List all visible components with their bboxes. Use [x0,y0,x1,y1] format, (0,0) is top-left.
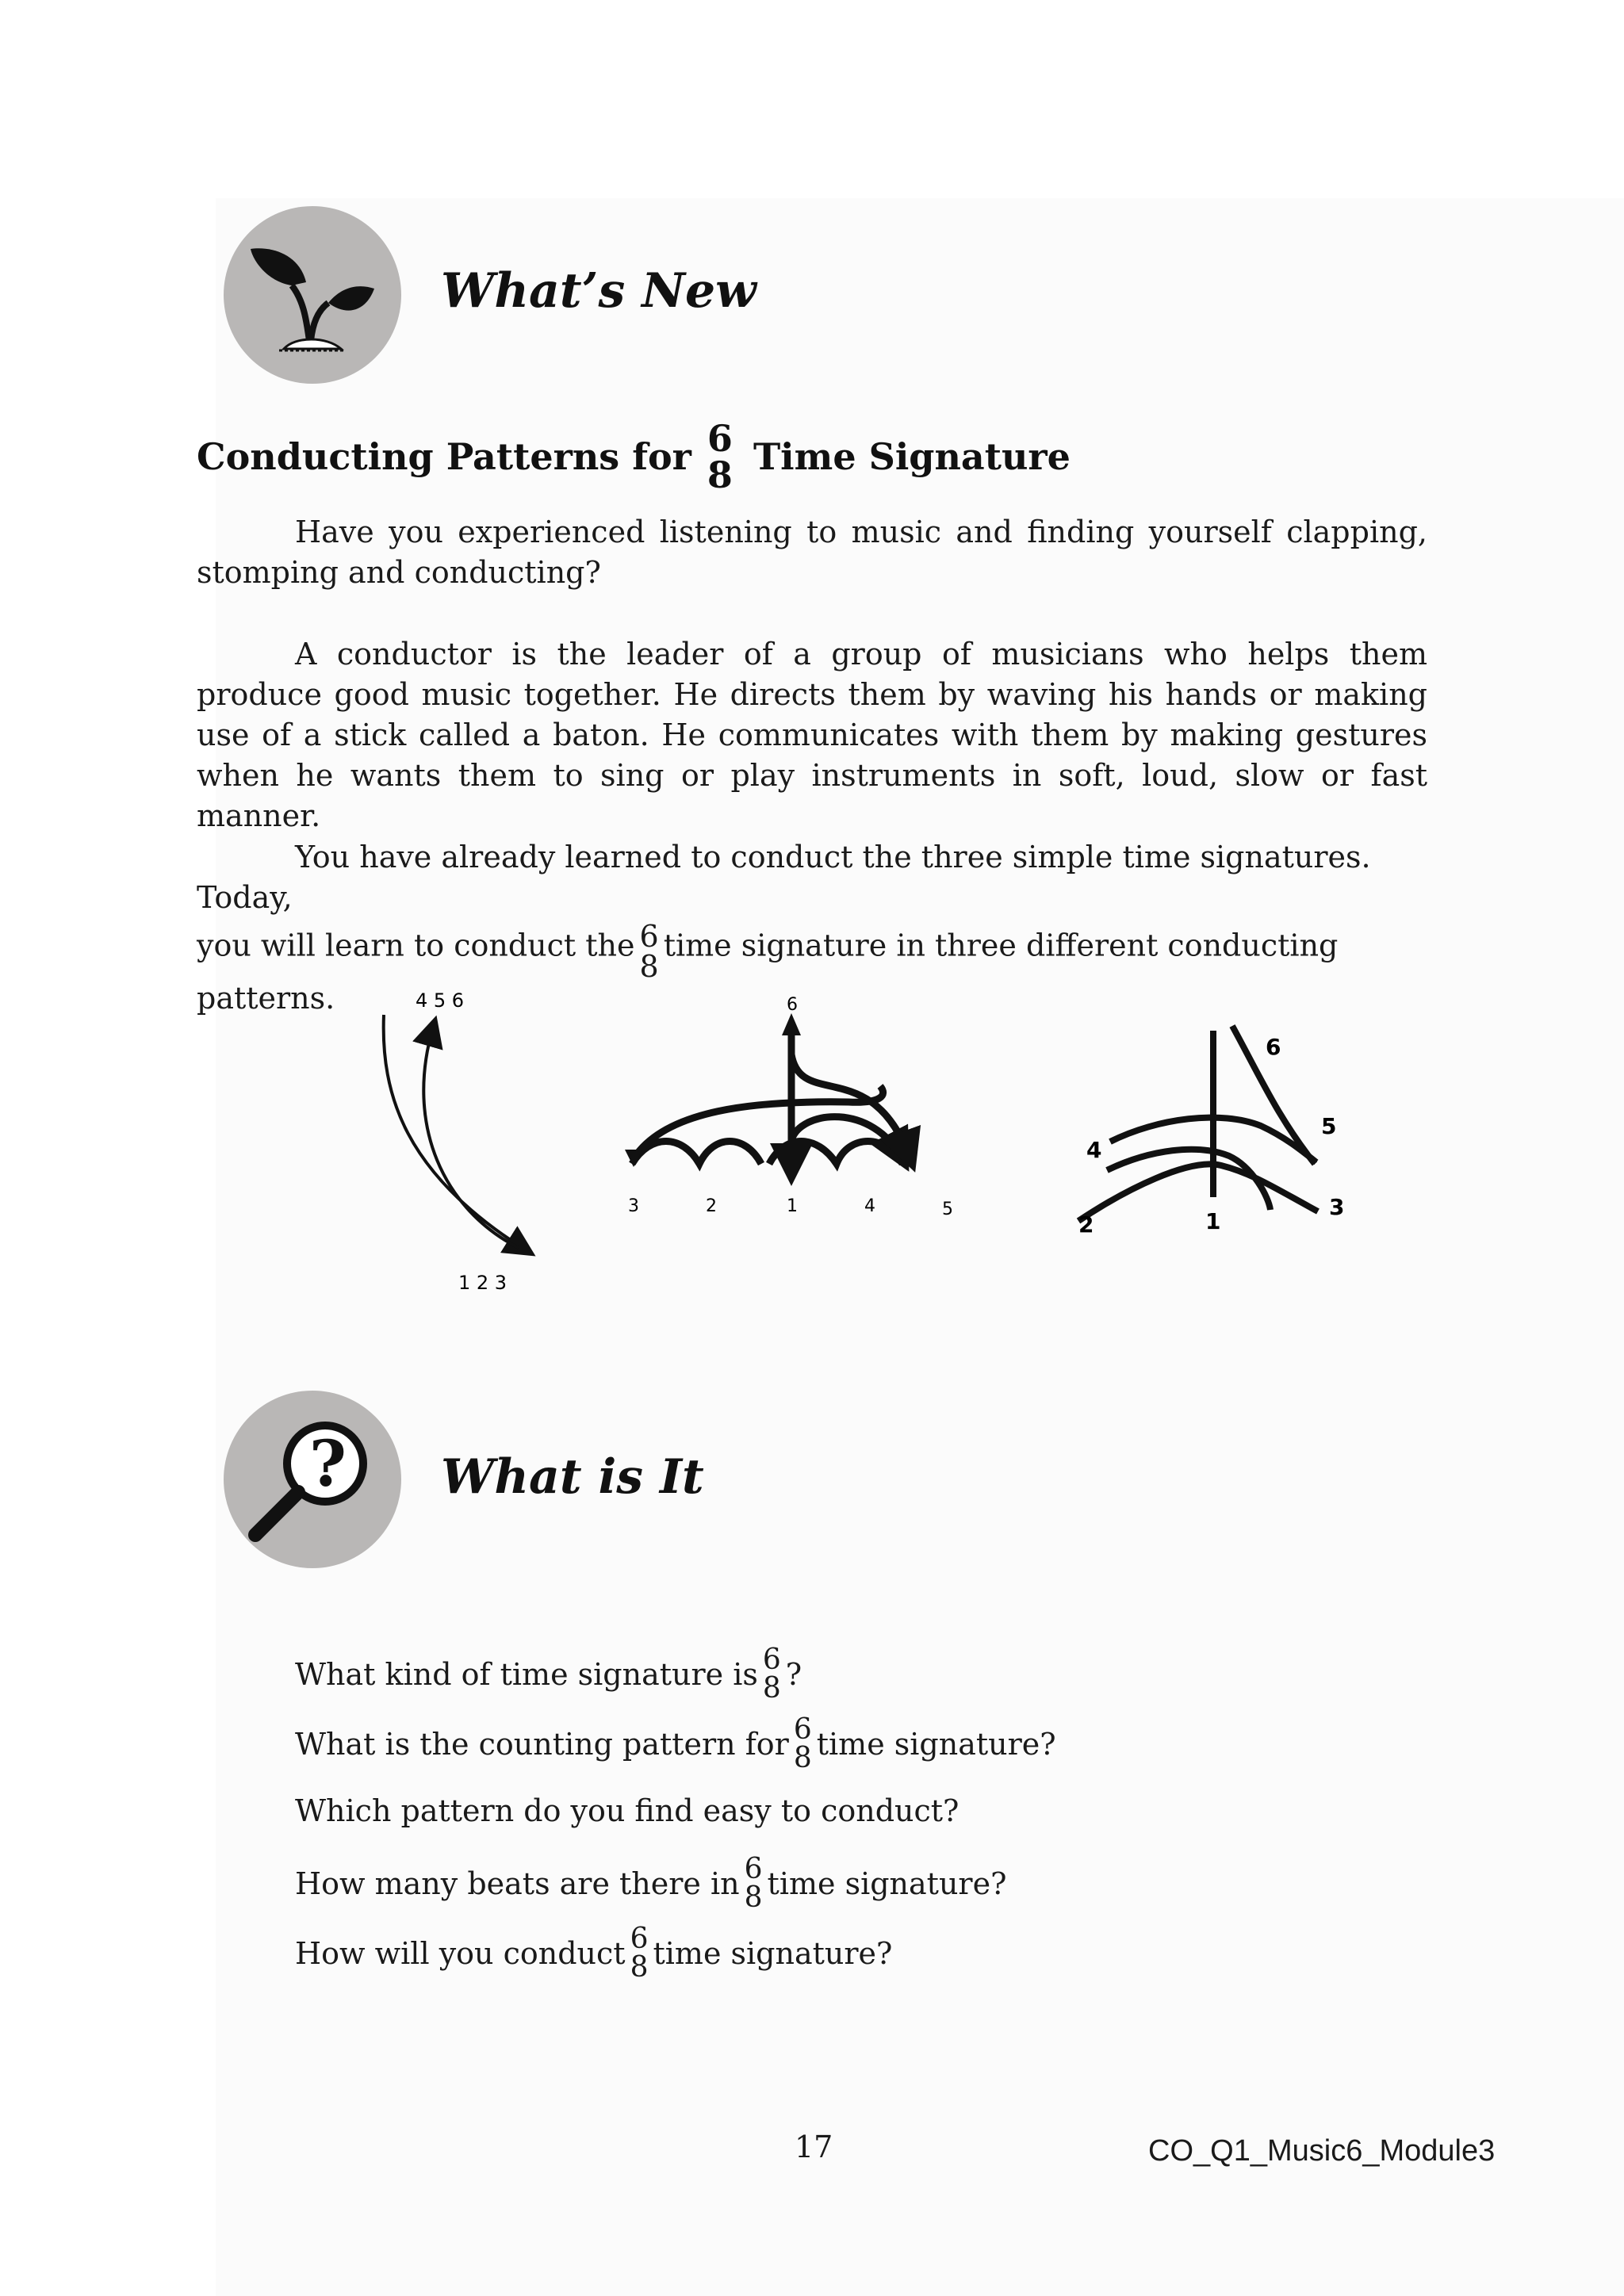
question-text: Which pattern do you find easy to conduct? [295,1793,959,1828]
paragraph-1 [197,512,1427,593]
conducting-pattern-diagram-2 [611,991,983,1237]
question-4 [295,1855,1006,1912]
question-text: How will you conduct [295,1936,626,1971]
frac-numerator: 6 [744,1853,763,1885]
frac-numerator: 6 [793,1713,812,1746]
paragraph-2 [197,634,1427,836]
beat-5-label: 5 [1321,1113,1337,1139]
module-code: CO_Q1_Music6_Module3 [1148,2134,1496,2168]
beat-6-label: 6 [1266,1034,1281,1060]
heading-text-before: Conducting Patterns for [197,435,691,478]
beat-6-label: 6 [787,995,798,1015]
frac-denominator: 8 [744,1881,763,1914]
paragraph-3-before: you will learn to conduct the [197,928,635,963]
beat-3-label: 3 [1329,1194,1345,1220]
beat-4-label: 4 [864,1196,875,1216]
downbeat-stroke [384,1015,525,1249]
svg-text:?: ? [309,1426,347,1501]
time-signature-fraction [745,1855,763,1912]
beat-3-label: 3 [628,1196,639,1216]
beat-1-label: 1 [787,1196,798,1216]
question-text-after: ? [785,1657,802,1692]
frac-denominator: 8 [707,453,733,496]
plant-icon [224,206,401,384]
beats-123-label: 1 2 3 [458,1272,508,1294]
question-text: What is the counting pattern for [295,1727,789,1762]
frac-denominator: 8 [793,1742,812,1774]
beat-5-label: 5 [942,1200,953,1219]
question-text-after: time signature? [767,1866,1007,1901]
beat-4-label: 4 [1086,1137,1102,1163]
paragraph-3-after: time signature in three different conducting patterns. [197,928,1339,1016]
question-text-after: time signature? [653,1936,893,1971]
beats-456-label: 4 5 6 [416,989,465,1012]
beat-2-label: 2 [706,1196,717,1216]
beat-2-label: 2 [1078,1211,1094,1238]
frac-denominator: 8 [630,1951,649,1984]
question-text: How many beats are there in [295,1866,740,1901]
paragraph-3-line1: You have already learned to conduct the three simple time signatures. Today, [197,840,1371,915]
heading-time-signature [707,417,733,496]
time-signature-fraction [630,1925,649,1982]
frac-denominator: 8 [762,1672,781,1705]
what-is-it-title: What is It [441,1449,704,1505]
frac-numerator: 6 [639,919,659,954]
section-heading [197,417,1071,496]
paragraph-1-text: Have you experienced listening to music and finding yourself clapping, stomping and conducting? [197,515,1427,590]
time-signature-fraction [763,1646,781,1703]
whats-new-title: What’s New [441,263,756,319]
question-3 [295,1793,959,1828]
frac-numerator: 6 [630,1923,649,1955]
frac-numerator: 6 [707,417,733,460]
question-text: What kind of time signature is [295,1657,758,1692]
conducting-pattern-diagram-3 [1063,1023,1364,1245]
paragraph-2-text: A conductor is the leader of a group of musicians who helps them produce good music together. He directs them by waving his hands or making use of a stick called a baton. He communicates with them by making gestures when he wants them to sing or play instruments in soft, loud, slow or fast manner. [197,637,1427,833]
beat-1-label: 1 [1205,1208,1221,1234]
page-number: 17 [795,2130,833,2164]
paragraph-3-time-signature [640,921,659,982]
frac-denominator: 8 [639,949,659,984]
frac-numerator: 6 [762,1644,781,1676]
question-2 [295,1713,1056,1774]
magnifier-question-icon [224,1391,401,1568]
question-1 [295,1646,802,1703]
upbeat-stroke [423,1027,519,1248]
question-text-after: time signature? [816,1727,1056,1762]
heading-text-after: Time Signature [753,435,1071,478]
conducting-pattern-diagram-1 [349,983,555,1300]
question-5 [295,1925,892,1982]
time-signature-fraction [793,1713,812,1774]
